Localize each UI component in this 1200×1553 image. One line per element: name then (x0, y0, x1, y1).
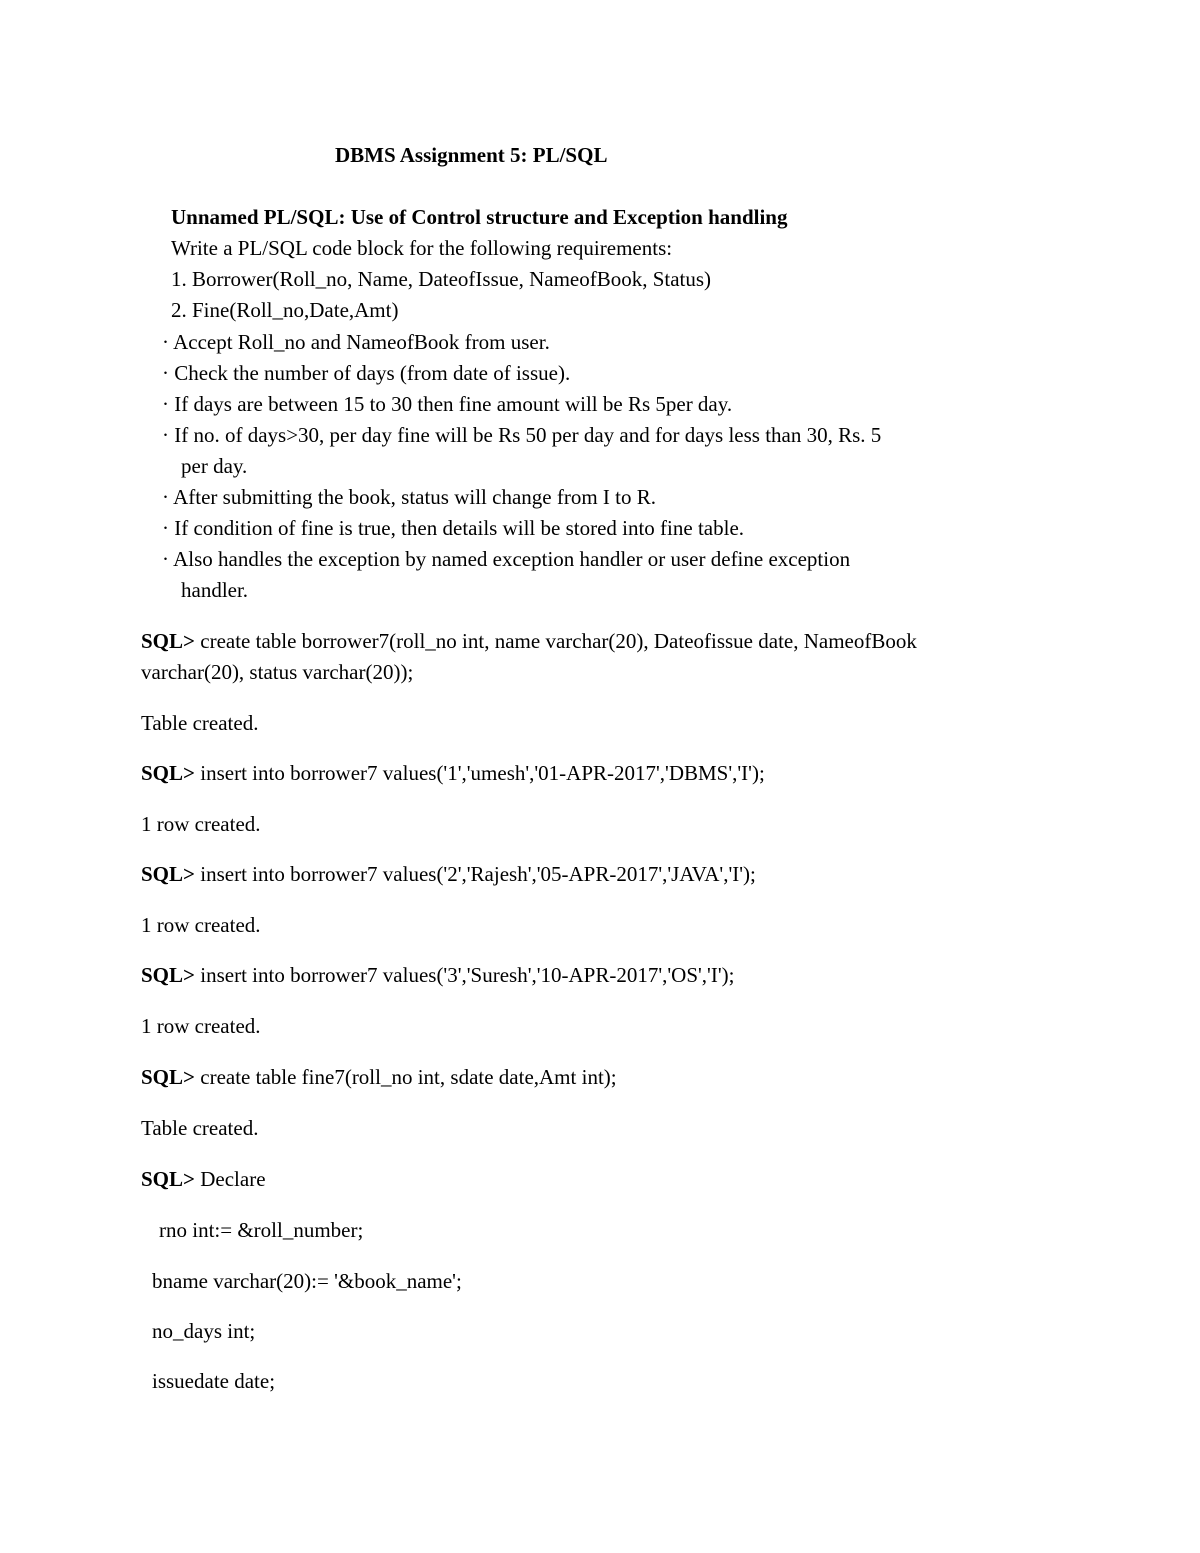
sql-prompt: SQL> (141, 862, 195, 886)
section-heading: Unnamed PL/SQL: Use of Control structure and Exception handling (171, 205, 788, 229)
sql-command (141, 1067, 617, 1088)
bullet-item: · Check the number of days (from date of issue). (162, 361, 571, 385)
sql-text: insert into borrower7 values('2','Rajesh','05-APR-2017','JAVA','I'); (200, 862, 756, 886)
sql-command (141, 864, 756, 885)
sql-prompt: SQL> (141, 963, 195, 987)
page-title: DBMS Assignment 5: PL/SQL (335, 143, 608, 167)
bullet-continuation: per day. (181, 454, 248, 478)
sql-text-continuation: varchar(20), status varchar(20)); (141, 660, 414, 684)
sql-text: create table fine7(roll_no int, sdate date,Amt int); (200, 1065, 617, 1089)
requirement-item: 2. Fine(Roll_no,Date,Amt) (171, 298, 399, 322)
bullet-item: · After submitting the book, status will change from I to R. (162, 485, 657, 509)
sql-command (141, 1169, 266, 1190)
bullet-item: · Accept Roll_no and NameofBook from user. (162, 330, 550, 354)
bullet-item: · Also handles the exception by named exception handler or user define exception (162, 547, 851, 571)
sql-command (141, 965, 734, 986)
sql-text: Declare (200, 1167, 266, 1191)
sql-text: create table borrower7(roll_no int, name varchar(20), Dateofissue date, NameofBook (200, 629, 917, 653)
sql-text: insert into borrower7 values('1','umesh','01-APR-2017','DBMS','I'); (200, 761, 765, 785)
sql-prompt: SQL> (141, 629, 195, 653)
bullet-item: · If no. of days>30, per day fine will be Rs 50 per day and for days less than 30, Rs. 5 (162, 423, 882, 447)
sql-output: Table created. (141, 1116, 259, 1140)
intro-text: Write a PL/SQL code block for the following requirements: (171, 236, 673, 260)
sql-text: insert into borrower7 values('3','Suresh','10-APR-2017','OS','I'); (200, 963, 735, 987)
sql-output: 1 row created. (141, 913, 261, 937)
sql-prompt: SQL> (141, 761, 195, 785)
requirement-item: 1. Borrower(Roll_no, Name, DateofIssue, NameofBook, Status) (171, 267, 712, 291)
sql-output: 1 row created. (141, 812, 261, 836)
bullet-item: · If condition of fine is true, then details will be stored into fine table. (162, 516, 745, 540)
code-line: rno int:= &roll_number; (159, 1218, 364, 1242)
sql-output: Table created. (141, 711, 259, 735)
sql-command (141, 631, 917, 652)
sql-command (141, 763, 765, 784)
sql-prompt: SQL> (141, 1167, 195, 1191)
bullet-continuation: handler. (181, 578, 249, 602)
code-line: no_days int; (152, 1319, 256, 1343)
sql-prompt: SQL> (141, 1065, 195, 1089)
code-line: bname varchar(20):= '&book_name'; (152, 1269, 462, 1293)
bullet-item: · If days are between 15 to 30 then fine amount will be Rs 5per day. (162, 392, 733, 416)
code-line: issuedate date; (152, 1369, 276, 1393)
sql-output: 1 row created. (141, 1014, 261, 1038)
